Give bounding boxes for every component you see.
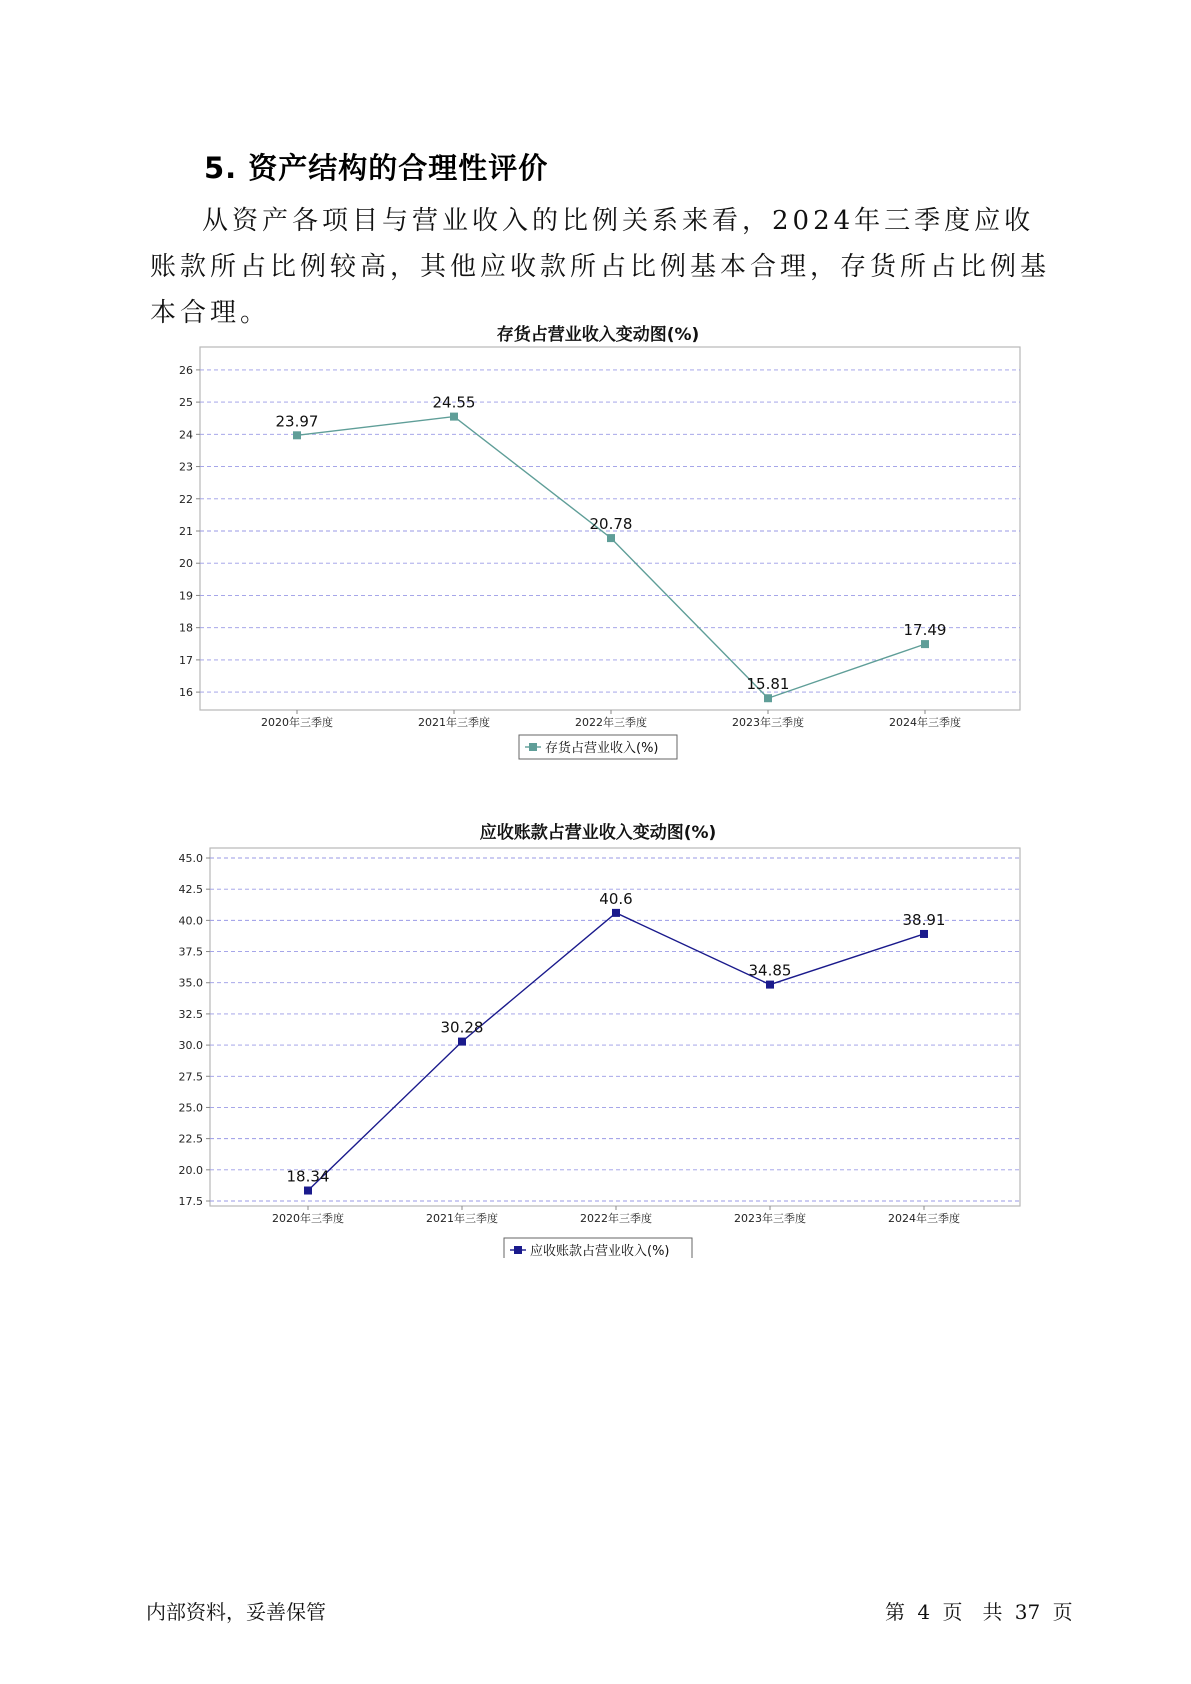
- data-label: 30.28: [440, 1018, 484, 1037]
- y-tick-label: 22.5: [178, 1132, 203, 1146]
- y-tick-label: 42.5: [178, 883, 203, 897]
- y-tick-label: 37.5: [178, 945, 203, 959]
- data-point: [764, 694, 772, 702]
- x-tick-label: 2022年三季度: [575, 716, 647, 729]
- y-tick-label: 21: [179, 525, 193, 538]
- legend-label: 存货占营业收入(%): [545, 741, 659, 756]
- data-point: [458, 1038, 466, 1046]
- y-tick-label: 25: [179, 396, 193, 410]
- legend-label: 应收账款占营业收入(%): [530, 1244, 670, 1258]
- data-point: [612, 909, 620, 917]
- x-tick-label: 2021年三季度: [418, 716, 490, 729]
- chart-title: 应收账款占营业收入变动图(%): [479, 823, 717, 843]
- y-tick-label: 32.5: [178, 1007, 203, 1021]
- x-tick-label: 2024年三季度: [888, 1212, 960, 1225]
- x-tick-label: 2020年三季度: [261, 716, 333, 729]
- y-tick-label: 16: [179, 686, 193, 700]
- y-tick-label: 18: [179, 621, 193, 635]
- data-point: [921, 640, 929, 648]
- y-tick-label: 22: [179, 492, 193, 506]
- chart-title: 存货占营业收入变动图(%): [496, 325, 700, 345]
- data-label: 18.34: [286, 1167, 330, 1186]
- data-label: 20.78: [589, 515, 633, 534]
- y-tick-label: 25.0: [178, 1101, 203, 1115]
- y-tick-label: 40.0: [178, 914, 203, 928]
- y-tick-label: 19: [179, 589, 193, 603]
- footer-page-number: 第 4 页 共 37 页: [885, 1600, 1073, 1624]
- data-point: [450, 413, 458, 421]
- footer-confidential: 内部资料，妥善保管: [146, 1600, 326, 1624]
- y-tick-label: 20.0: [178, 1163, 203, 1177]
- legend-marker: [529, 743, 537, 751]
- x-tick-label: 2021年三季度: [426, 1212, 498, 1225]
- data-label: 15.81: [746, 675, 790, 694]
- chart-legend: [519, 735, 677, 759]
- receivables-ratio-chart: [0, 818, 1191, 1258]
- data-label: 40.6: [599, 889, 633, 908]
- section-heading: 5. 资产结构的合理性评价: [204, 151, 549, 185]
- x-tick-label: 2022年三季度: [580, 1212, 652, 1225]
- data-label: 17.49: [903, 621, 947, 640]
- x-tick-label: 2020年三季度: [272, 1212, 344, 1225]
- data-label: 24.55: [432, 393, 476, 412]
- x-tick-label: 2023年三季度: [732, 716, 804, 729]
- y-tick-label: 30.0: [178, 1039, 203, 1053]
- y-tick-label: 17.5: [178, 1195, 203, 1208]
- y-tick-label: 45.0: [178, 852, 203, 865]
- data-label: 34.85: [748, 961, 792, 980]
- y-tick-label: 26: [179, 363, 193, 377]
- data-point: [766, 981, 774, 989]
- data-point: [920, 930, 928, 938]
- y-tick-label: 24: [179, 428, 193, 442]
- data-point: [607, 534, 615, 542]
- data-point: [293, 431, 301, 439]
- data-label: 38.91: [902, 910, 946, 929]
- data-point: [304, 1187, 312, 1195]
- inventory-ratio-chart: [0, 320, 1191, 760]
- y-tick-label: 27.5: [178, 1070, 203, 1084]
- y-tick-label: 35.0: [178, 976, 203, 990]
- chart-legend: [504, 1238, 692, 1258]
- y-tick-label: 23: [179, 460, 193, 474]
- data-label: 23.97: [275, 412, 319, 431]
- y-tick-label: 17: [179, 653, 193, 667]
- y-tick-label: 20: [179, 557, 193, 571]
- section-paragraph: 从资产各项目与营业收入的比例关系来看，2024年三季度应收账款所占比例较高，其他应收款所占比例基本合理，存货所占比例基本合理。: [150, 206, 1051, 328]
- legend-marker: [514, 1246, 522, 1254]
- x-tick-label: 2024年三季度: [889, 716, 961, 729]
- x-tick-label: 2023年三季度: [734, 1212, 806, 1225]
